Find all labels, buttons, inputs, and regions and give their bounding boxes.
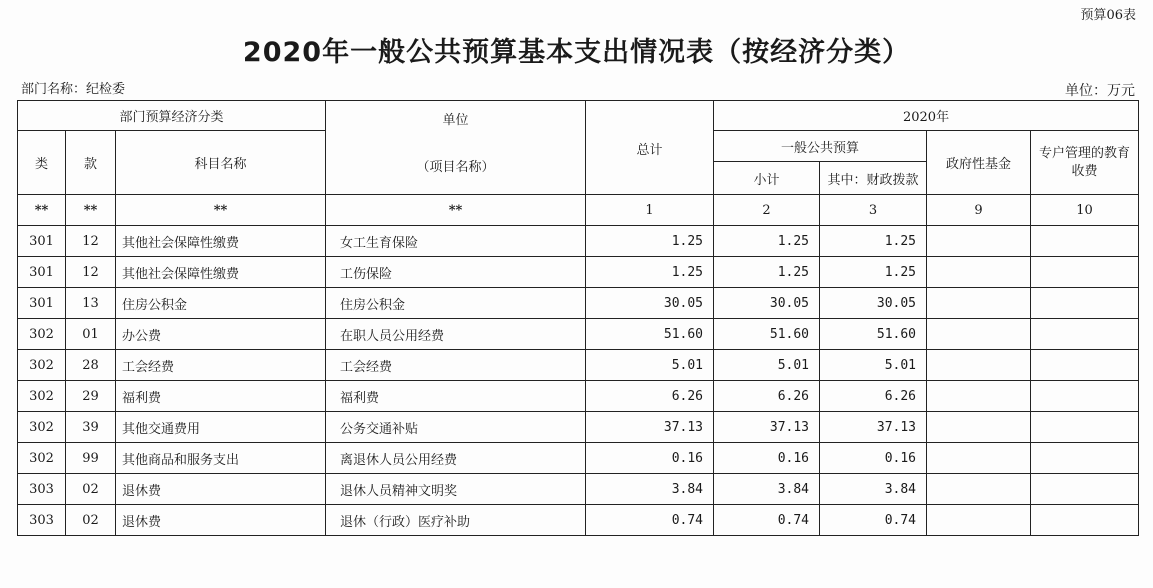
subtotal-cell: 6.26 xyxy=(714,381,820,412)
kuan-header: 款 xyxy=(66,131,116,195)
edu-cell xyxy=(1031,226,1139,257)
fiscal-cell: 6.26 xyxy=(820,381,927,412)
kuan-cell: 02 xyxy=(66,505,116,536)
index-cell: 3 xyxy=(820,195,927,226)
index-cell: 2 xyxy=(714,195,820,226)
subject-cell: 其他商品和服务支出 xyxy=(116,443,326,474)
subtotal-cell: 0.74 xyxy=(714,505,820,536)
unit-header xyxy=(326,101,586,195)
lei-cell: 301 xyxy=(18,226,66,257)
project-cell: 退休人员精神文明奖 xyxy=(326,474,586,505)
subject-cell: 退休费 xyxy=(116,505,326,536)
fiscal-cell: 1.25 xyxy=(820,226,927,257)
edu-cell xyxy=(1031,412,1139,443)
project-cell: 女工生育保险 xyxy=(326,226,586,257)
edu-cell xyxy=(1031,350,1139,381)
year-header: 2020年 xyxy=(714,101,1139,131)
edu-cell xyxy=(1031,319,1139,350)
subtotal-header: 小计 xyxy=(714,162,820,195)
gov-fund-cell xyxy=(927,319,1031,350)
kuan-cell: 13 xyxy=(66,288,116,319)
gov-fund-cell xyxy=(927,474,1031,505)
subject-cell: 工会经费 xyxy=(116,350,326,381)
project-cell: 住房公积金 xyxy=(326,288,586,319)
subject-cell: 其他交通费用 xyxy=(116,412,326,443)
subtotal-cell: 37.13 xyxy=(714,412,820,443)
department-name: 部门名称：纪检委 xyxy=(21,82,126,97)
budget-table xyxy=(17,100,1139,536)
subtotal-cell: 1.25 xyxy=(714,257,820,288)
kuan-cell: 29 xyxy=(66,381,116,412)
lei-cell: 301 xyxy=(18,288,66,319)
index-cell: ** xyxy=(116,195,326,226)
gov-fund-cell xyxy=(927,257,1031,288)
table-row xyxy=(18,350,1139,381)
gov-fund-cell xyxy=(927,226,1031,257)
form-code: 预算06表 xyxy=(1080,8,1136,23)
total-cell: 6.26 xyxy=(586,381,714,412)
subject-cell: 退休费 xyxy=(116,474,326,505)
fiscal-cell: 5.01 xyxy=(820,350,927,381)
econ-class-header: 部门预算经济分类 xyxy=(18,101,326,131)
total-cell: 1.25 xyxy=(586,257,714,288)
edu-cell xyxy=(1031,443,1139,474)
subject-name-header: 科目名称 xyxy=(116,131,326,195)
table-row xyxy=(18,505,1139,536)
total-header: 总计 xyxy=(586,101,714,195)
edu-cell xyxy=(1031,474,1139,505)
kuan-cell: 12 xyxy=(66,257,116,288)
table-row xyxy=(18,319,1139,350)
kuan-cell: 28 xyxy=(66,350,116,381)
total-cell: 1.25 xyxy=(586,226,714,257)
lei-cell: 302 xyxy=(18,412,66,443)
kuan-cell: 39 xyxy=(66,412,116,443)
project-cell: 福利费 xyxy=(326,381,586,412)
table-row xyxy=(18,257,1139,288)
gov-fund-cell xyxy=(927,381,1031,412)
index-cell: ** xyxy=(326,195,586,226)
total-cell: 37.13 xyxy=(586,412,714,443)
fiscal-cell: 37.13 xyxy=(820,412,927,443)
gov-fund-cell xyxy=(927,288,1031,319)
fiscal-cell: 30.05 xyxy=(820,288,927,319)
lei-cell: 302 xyxy=(18,381,66,412)
index-cell: 1 xyxy=(586,195,714,226)
total-cell: 0.16 xyxy=(586,443,714,474)
lei-cell: 303 xyxy=(18,474,66,505)
project-cell: 公务交通补贴 xyxy=(326,412,586,443)
page-title: 2020年一般公共预算基本支出情况表（按经济分类） xyxy=(242,37,911,68)
subtotal-cell: 5.01 xyxy=(714,350,820,381)
edu-cell xyxy=(1031,257,1139,288)
project-cell: 离退休人员公用经费 xyxy=(326,443,586,474)
table-row xyxy=(18,474,1139,505)
table-row xyxy=(18,381,1139,412)
subject-cell: 办公费 xyxy=(116,319,326,350)
subject-cell: 福利费 xyxy=(116,381,326,412)
lei-cell: 302 xyxy=(18,319,66,350)
gov-fund-header: 政府性基金 xyxy=(927,131,1031,195)
unit-label: 单位：万元 xyxy=(1065,83,1135,99)
total-cell: 5.01 xyxy=(586,350,714,381)
index-cell: 9 xyxy=(927,195,1031,226)
table-row xyxy=(18,443,1139,474)
subject-cell: 其他社会保障性缴费 xyxy=(116,257,326,288)
table-row xyxy=(18,226,1139,257)
edu-cell xyxy=(1031,288,1139,319)
lei-cell: 303 xyxy=(18,505,66,536)
table-row xyxy=(18,412,1139,443)
gov-fund-cell xyxy=(927,505,1031,536)
gov-fund-cell xyxy=(927,412,1031,443)
kuan-cell: 01 xyxy=(66,319,116,350)
index-cell: ** xyxy=(66,195,116,226)
total-cell: 30.05 xyxy=(586,288,714,319)
project-cell: 工会经费 xyxy=(326,350,586,381)
general-budget-header: 一般公共预算 xyxy=(714,131,927,162)
kuan-cell: 02 xyxy=(66,474,116,505)
gov-fund-cell xyxy=(927,443,1031,474)
lei-cell: 301 xyxy=(18,257,66,288)
project-cell: 工伤保险 xyxy=(326,257,586,288)
fiscal-cell: 51.60 xyxy=(820,319,927,350)
kuan-cell: 99 xyxy=(66,443,116,474)
subtotal-cell: 3.84 xyxy=(714,474,820,505)
lei-header: 类 xyxy=(18,131,66,195)
project-name-header: （项目名称） xyxy=(416,160,495,175)
index-row xyxy=(18,195,1139,226)
edu-cell xyxy=(1031,381,1139,412)
subtotal-cell: 0.16 xyxy=(714,443,820,474)
subject-cell: 其他社会保障性缴费 xyxy=(116,226,326,257)
fiscal-cell: 3.84 xyxy=(820,474,927,505)
index-cell: ** xyxy=(18,195,66,226)
fiscal-cell: 0.74 xyxy=(820,505,927,536)
subject-cell: 住房公积金 xyxy=(116,288,326,319)
edu-cell xyxy=(1031,505,1139,536)
project-cell: 退休（行政）医疗补助 xyxy=(326,505,586,536)
unit-header-label: 单位 xyxy=(442,113,469,128)
subtotal-cell: 1.25 xyxy=(714,226,820,257)
total-cell: 51.60 xyxy=(586,319,714,350)
total-cell: 0.74 xyxy=(586,505,714,536)
lei-cell: 302 xyxy=(18,443,66,474)
fiscal-cell: 1.25 xyxy=(820,257,927,288)
table-row xyxy=(18,288,1139,319)
lei-cell: 302 xyxy=(18,350,66,381)
fiscal-header: 其中：财政拨款 xyxy=(820,162,927,195)
special-edu-header: 专户管理的教育收费 xyxy=(1031,131,1139,195)
total-cell: 3.84 xyxy=(586,474,714,505)
gov-fund-cell xyxy=(927,350,1031,381)
kuan-cell: 12 xyxy=(66,226,116,257)
subtotal-cell: 51.60 xyxy=(714,319,820,350)
project-cell: 在职人员公用经费 xyxy=(326,319,586,350)
fiscal-cell: 0.16 xyxy=(820,443,927,474)
subtotal-cell: 30.05 xyxy=(714,288,820,319)
index-cell: 10 xyxy=(1031,195,1139,226)
